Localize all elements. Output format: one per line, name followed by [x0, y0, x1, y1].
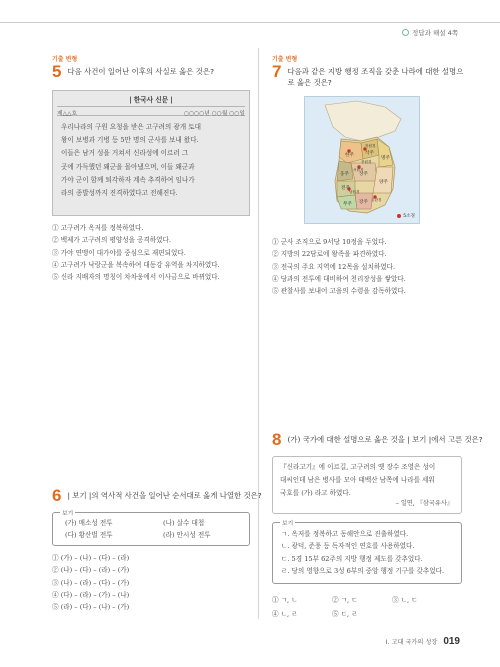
- q5-choice-1[interactable]: ① 고구려가 옥저를 정복하였다.: [52, 224, 144, 232]
- chapter-title: I. 고대 국가의 성장: [385, 639, 438, 646]
- q8-item-nieun: ㄴ. 광덕, 준풍 등 독자적인 연호를 사용하였다.: [281, 542, 415, 551]
- newspaper-line: 왕이 보병과 기병 등 5만 명의 군사를 보내 왔다.: [61, 136, 199, 145]
- q6-item-ra: (라) 안시성 전투: [163, 531, 211, 540]
- q7-number: 7: [272, 62, 282, 81]
- newspaper-body: [61, 121, 243, 200]
- quote-source: – 일연, 『삼국유사』: [395, 500, 453, 507]
- q8-choice-5[interactable]: ⑤ ㄷ, ㄹ: [332, 610, 358, 618]
- q6-bogi-items: [65, 517, 255, 542]
- q6-question: | 보기 |의 역사적 사건을 일어난 순서대로 옳게 나열한 것은?: [67, 491, 262, 500]
- province-ungju: [337, 161, 353, 181]
- q8-choices-row-1: [272, 594, 452, 604]
- silla-province-map: [304, 96, 420, 224]
- quote-line: 『신라고기』에 이르길, 고구려의 옛 장수 조영은 성이: [280, 463, 436, 471]
- map-label-sakju: 삭주: [365, 151, 374, 156]
- page-number: 019: [443, 636, 460, 647]
- q7-tag: 기출 변형: [272, 56, 298, 63]
- q7-choice-5[interactable]: ⑤ 관찰사를 보내어 고을의 수령을 감독하였다.: [272, 287, 406, 296]
- q7-header: [272, 64, 467, 88]
- q7-choice-3[interactable]: ③ 전국의 주요 지역에 12목을 설치하였다.: [272, 262, 396, 271]
- q7-choices: [272, 236, 406, 297]
- q5-question: 다음 사건이 일어난 이후의 사실로 옳은 것은?: [67, 67, 214, 76]
- q5-choice-3[interactable]: ③ 가야 연맹이 대가야를 중심으로 재편되었다.: [52, 248, 186, 257]
- q5-choices: [52, 222, 220, 283]
- map-label-namwongyeong: 남원경: [349, 190, 360, 194]
- map-label-jeonju: 전주: [341, 186, 350, 191]
- q8-choice-1[interactable]: ① ㄱ, ㄴ: [272, 596, 298, 604]
- map-legend-label: 5소경: [403, 214, 415, 219]
- newspaper-line: 라의 종발성까지 진격하였다고 전해진다.: [61, 189, 178, 198]
- q6-item-ga: (가) 매소성 전투: [65, 519, 113, 527]
- q6-bogi-label: 보기: [60, 508, 75, 517]
- q5-choice-5[interactable]: ⑤ 신라 지배자의 명칭이 차차웅에서 이사금으로 바뀌었다.: [52, 273, 220, 282]
- quote-line: 국호를 (가) 라고 하였다.: [280, 489, 351, 497]
- q5-header: [52, 64, 214, 80]
- q8-bogi-items: [281, 528, 444, 578]
- q6-choice-4[interactable]: ④ (다) – (라) – (가) – (나): [52, 590, 130, 599]
- newspaper-line: 우리나라의 구원 요청을 받은 고구려의 광개 토대: [61, 123, 201, 131]
- q7-question: 다음과 같은 지방 행정 조직을 갖춘 나라에 대한 설명으로 옳은 것은?: [287, 67, 464, 87]
- q8-choices-row-2: [272, 608, 392, 618]
- map-legend: [397, 213, 415, 219]
- q8-bogi-box: [272, 522, 462, 584]
- q6-choice-3[interactable]: ③ (나) – (라) – (다) – (가): [52, 578, 130, 587]
- page-footer: [386, 636, 460, 647]
- q6-number: 6: [52, 486, 62, 505]
- newspaper-line: 가야 군이 함께 퇴각하자 계속 추격하여 임나가: [61, 175, 195, 184]
- map-label-hanju: 한주: [345, 153, 354, 158]
- map-label-bugwongyeong: 북원경: [365, 144, 376, 148]
- newspaper-date: ○○○○년 ○○월 ○○일: [184, 111, 245, 117]
- map-label-yangju: 양주: [379, 180, 388, 185]
- q8-choice-4[interactable]: ④ ㄴ, ㄹ: [272, 610, 298, 618]
- q7-choice-2[interactable]: ② 지방의 22담로에 왕족을 파견하였다.: [272, 250, 387, 259]
- q8-item-rieul: ㄹ. 당의 영향으로 3성 6부의 중앙 행정 기구를 갖추었다.: [281, 567, 445, 576]
- q8-bogi-label: 보기: [280, 518, 295, 527]
- q6-header: [52, 488, 262, 504]
- map-graphic: [305, 97, 420, 224]
- q8-number: 8: [272, 430, 282, 449]
- newspaper-title: | 한국사 신문 |: [129, 96, 173, 104]
- q8-item-giyeok: ㄱ. 옥저를 정복하고 동해안으로 진출하였다.: [281, 530, 409, 538]
- q5-tag: 기출 변형: [52, 56, 78, 63]
- q8-choice-3[interactable]: ③ ㄴ, ㄷ: [392, 596, 418, 604]
- q7-choice-4[interactable]: ④ 당과의 전투에 대비하여 천리장성을 쌓았다.: [272, 274, 406, 283]
- newspaper-meta: [57, 106, 245, 116]
- province-hanju: [339, 141, 363, 163]
- q6-item-da: (다) 황산벌 전투: [65, 531, 113, 540]
- map-label-myeongju: 명주: [381, 156, 390, 161]
- q8-question: (가) 국가에 대한 설명으로 옳은 것을 | 보기 |에서 고른 것은?: [287, 435, 483, 444]
- newspaper-issue: 제△△호: [57, 111, 78, 117]
- q6-bogi-box: [52, 512, 250, 546]
- q8-header: [272, 432, 483, 448]
- map-label-ungju: 웅주: [340, 172, 349, 177]
- newspaper-line: 이들은 남거 성을 거쳐서 신라성에 이르러 그: [61, 149, 189, 158]
- quote-line: 대씨인데 남은 병사를 모아 태백산 남쪽에 나라를 세워: [280, 476, 435, 484]
- q6-choice-5[interactable]: ⑤ (라) – (다) – (나) – (가): [52, 603, 130, 612]
- map-land-north: [325, 101, 401, 141]
- q6-choice-1[interactable]: ① (가) – (나) – (다) – (라): [52, 554, 130, 562]
- map-label-sangju: 상주: [359, 172, 368, 177]
- q5-newspaper: [52, 90, 250, 216]
- top-rule: [0, 22, 500, 23]
- q8-item-digeut: ㄷ. 5경 15부 62주의 지방 행정 제도를 갖추었다.: [281, 554, 423, 563]
- answer-icon: [402, 29, 409, 36]
- q5-choice-4[interactable]: ④ 고구려가 낙랑군을 복속하여 대동강 유역을 차지하였다.: [52, 260, 220, 269]
- map-label-jungwongyeong: 중원경: [361, 160, 372, 164]
- q8-choice-2[interactable]: ② ㄱ, ㄷ: [332, 596, 358, 604]
- q7-choice-1[interactable]: ① 군사 조직으로 9서당 10정을 두었다.: [272, 238, 387, 246]
- answer-reference-text: 정답과 해설 4쪽: [412, 29, 458, 37]
- q6-item-na: (나) 살수 대첩: [163, 519, 205, 527]
- map-label-gangju: 강주: [359, 200, 368, 205]
- q8-source-quote: [272, 456, 462, 514]
- answer-reference: [402, 28, 458, 37]
- column-divider: [258, 48, 259, 619]
- q5-number: 5: [52, 62, 62, 81]
- map-label-seowongyeong: 서원경: [353, 168, 364, 172]
- map-label-muju: 무주: [343, 202, 352, 207]
- q5-choice-2[interactable]: ② 백제가 고구려의 평양성을 공격하였다.: [52, 236, 171, 245]
- map-label-geumgwangyeong: 금관경: [371, 198, 382, 202]
- q6-choices: [52, 552, 129, 613]
- newspaper-line: 곳에 가득했던 왜군을 몰아냈으며, 이들 왜군과: [61, 162, 195, 171]
- q6-choice-2[interactable]: ② (나) – (다) – (라) – (가): [52, 566, 130, 575]
- legend-dot-icon: [397, 214, 401, 218]
